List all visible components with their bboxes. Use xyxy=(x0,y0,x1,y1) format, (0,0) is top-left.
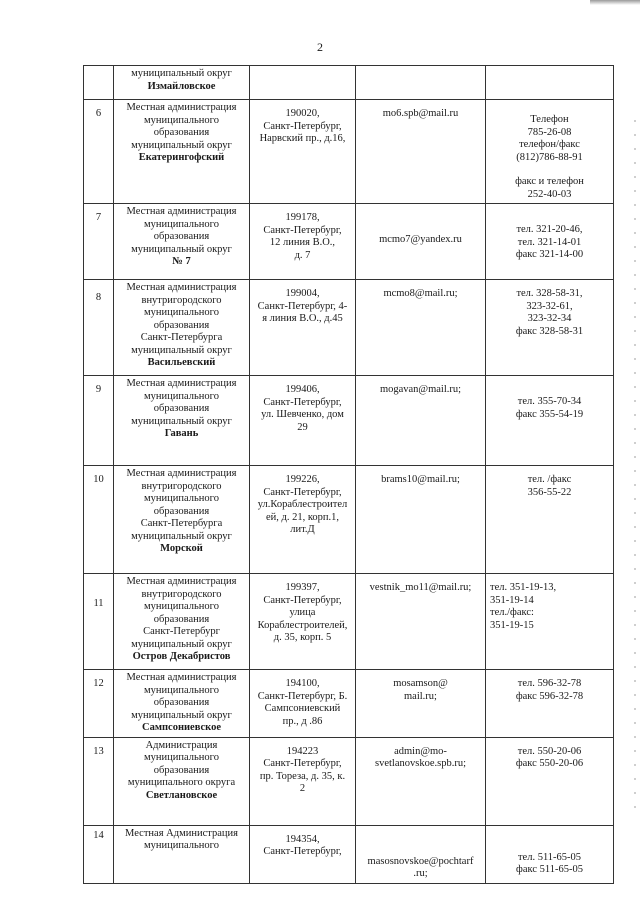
address-line: 199226, xyxy=(285,474,320,485)
district-name: Екатерингофский xyxy=(138,152,225,163)
name-line: муниципальный округ xyxy=(131,344,232,356)
email xyxy=(356,280,486,376)
address-line: 199178, xyxy=(285,212,320,223)
email-line: mo6.spb@mail.ru xyxy=(382,108,459,119)
name-line: внутригородского xyxy=(141,588,222,600)
email xyxy=(356,574,486,670)
name-line: образования xyxy=(153,764,210,776)
address-line: 194100, xyxy=(285,678,320,689)
name-line: образования xyxy=(153,505,210,517)
address-line: Санкт-Петербург, xyxy=(263,486,342,498)
table-row xyxy=(84,204,614,280)
address-line: 199004, xyxy=(285,288,320,299)
administration-name xyxy=(114,376,250,466)
phone-line: 785-26-08 xyxy=(527,126,572,138)
address-line: Санкт-Петербург, Б. xyxy=(257,690,348,702)
email xyxy=(356,376,486,466)
row-number: 8 xyxy=(84,280,114,376)
name-line: муниципального xyxy=(144,840,219,851)
phone-line: 351-19-14 xyxy=(490,594,534,606)
district-name: № 7 xyxy=(172,256,191,267)
table-body xyxy=(84,66,614,884)
district-name: Морской xyxy=(160,543,203,554)
address-line: я линия В.О., д.45 xyxy=(262,313,343,324)
phone xyxy=(486,825,614,883)
table-row xyxy=(84,574,614,670)
address-line: д. 7 xyxy=(294,249,311,261)
address-line: лит.Д xyxy=(290,524,315,535)
phone-line: тел. 351-19-13, xyxy=(490,582,557,593)
phone xyxy=(486,204,614,280)
name-line: образования xyxy=(153,697,210,708)
phone-line: факс 355-54-19 xyxy=(515,408,584,420)
phone xyxy=(486,280,614,376)
district-name: Светлановское xyxy=(145,789,218,801)
address-line: Санкт-Петербург, 4- xyxy=(257,300,348,312)
phone-line: факс 550-20-06 xyxy=(515,758,584,769)
address xyxy=(250,204,356,280)
phone-line: факс 511-65-05 xyxy=(516,864,583,875)
name-line: Санкт-Петербург xyxy=(143,626,220,637)
name-line: Санкт-Петербурга xyxy=(140,332,223,343)
table-row xyxy=(84,670,614,738)
district-name: Гавань xyxy=(164,428,199,439)
name-line: образования xyxy=(153,613,210,625)
table-row xyxy=(84,66,614,100)
email-line: .ru; xyxy=(413,868,428,879)
email xyxy=(356,737,486,825)
address-line: пр., д .86 xyxy=(282,715,323,727)
administration-name xyxy=(114,100,250,204)
email-line: masosnovskoe@pochtarf xyxy=(367,855,474,867)
address xyxy=(250,376,356,466)
name-line: муниципального xyxy=(144,218,219,230)
email-line: admin@mo- xyxy=(394,745,447,757)
district-name: Остров Декабристов xyxy=(132,651,231,662)
phone-line: факс 321-14-00 xyxy=(515,249,584,260)
name-line: Местная администрация xyxy=(126,468,237,479)
email-line: mcmo7@yandex.ru xyxy=(379,234,462,245)
name-line: муниципального xyxy=(144,114,219,126)
name-line: Местная администрация xyxy=(126,576,237,587)
name-line: Санкт-Петербурга xyxy=(140,518,223,529)
phone xyxy=(486,66,614,100)
address-line: д. 35, корп. 5 xyxy=(273,632,332,643)
address-line: 190020, xyxy=(285,108,320,119)
administration-name xyxy=(114,574,250,670)
administration-name xyxy=(114,670,250,738)
administration-name xyxy=(114,466,250,574)
address-line: пр. Тореза, д. 35, к. xyxy=(259,770,346,782)
name-line: муниципального xyxy=(144,752,219,763)
name-line: Местная администрация xyxy=(126,378,237,389)
address xyxy=(250,737,356,825)
phone-line: тел./факс: xyxy=(490,607,534,618)
name-line: муниципального xyxy=(144,390,219,402)
row-number: 6 xyxy=(84,100,114,204)
name-line: Местная администрация xyxy=(126,282,237,293)
phone-line: 252-40-03 xyxy=(527,188,572,200)
name-line: муниципального xyxy=(144,601,219,612)
phone-line xyxy=(490,164,609,176)
address xyxy=(250,825,356,883)
phone-line: тел. 596-32-78 xyxy=(517,678,582,689)
address-line: 29 xyxy=(297,421,308,433)
name-line: муниципальный округ xyxy=(131,638,232,650)
address-line: Санкт-Петербург, xyxy=(263,594,342,606)
address-line: Нарвский пр., д.16, xyxy=(259,133,346,144)
phone-line: тел. 321-14-01 xyxy=(517,236,582,248)
district-name: Васильевский xyxy=(147,357,216,368)
address-line: 2 xyxy=(299,783,306,794)
name-line: образования xyxy=(153,231,210,242)
name-line: муниципальный округ xyxy=(131,243,232,255)
address-line: Санкт-Петербург, xyxy=(263,758,342,769)
name-line: муниципальный округ xyxy=(131,139,232,151)
row-number: 9 xyxy=(84,376,114,466)
email xyxy=(356,100,486,204)
row-number: 11 xyxy=(84,574,114,670)
address-line: 199406, xyxy=(285,384,320,395)
row-number: 10 xyxy=(84,466,114,574)
phone-line: тел. 550-20-06 xyxy=(517,745,582,757)
name-line: Местная Администрация xyxy=(125,827,238,839)
row-number: 12 xyxy=(84,670,114,738)
table-row xyxy=(84,280,614,376)
scan-edge-dots xyxy=(634,120,636,820)
administration-name xyxy=(114,737,250,825)
phone-line: тел. 328-58-31, xyxy=(516,288,583,299)
email xyxy=(356,204,486,280)
name-line: образования xyxy=(153,319,210,331)
email-line: mosamson@ xyxy=(393,678,448,689)
phone-line: 323-32-34 xyxy=(527,313,572,324)
phone-line: тел. 321-20-46, xyxy=(516,224,583,235)
phone-line: телефон/факс xyxy=(519,139,580,150)
address-line: 194223 xyxy=(286,745,319,757)
email-line: vestnik_mo11@mail.ru; xyxy=(369,582,472,593)
phone xyxy=(486,100,614,204)
email xyxy=(356,670,486,738)
phone-line: тел. 355-70-34 xyxy=(517,396,582,407)
name-line: муниципального округа xyxy=(127,777,236,788)
phone-line: 351-19-15 xyxy=(490,619,534,631)
scan-edge-mark xyxy=(590,0,640,5)
address-line: Санкт-Петербург, xyxy=(263,846,342,857)
email-line: brams10@mail.ru; xyxy=(381,474,460,485)
phone-line: факс и телефон xyxy=(515,176,584,187)
row-number xyxy=(84,66,114,100)
name-line: Администрация xyxy=(145,739,218,751)
address-line: Санкт-Петербург, xyxy=(263,224,342,236)
administration-name xyxy=(114,825,250,883)
row-number: 7 xyxy=(84,204,114,280)
phone-line: факс 596-32-78 xyxy=(515,690,584,702)
name-line: Местная администрация xyxy=(126,672,237,683)
administration-name xyxy=(114,204,250,280)
name-line: образования xyxy=(153,127,210,138)
name-line: муниципальный округ xyxy=(131,709,232,721)
name-line: муниципального xyxy=(144,307,219,318)
address-line: 199397, xyxy=(285,582,320,593)
page-number: 2 xyxy=(317,40,323,54)
administration-name xyxy=(114,66,250,100)
email xyxy=(356,66,486,100)
phone-line: 356-55-22 xyxy=(527,486,572,498)
table-row xyxy=(84,737,614,825)
address-line: Санкт-Петербург, xyxy=(263,120,342,132)
name-line: Местная администрация xyxy=(126,102,237,113)
table-row xyxy=(84,100,614,204)
name-line: образования xyxy=(153,403,210,414)
phone xyxy=(486,466,614,574)
row-number: 14 xyxy=(84,825,114,883)
phone-line: (812)786-88-91 xyxy=(516,151,583,163)
address-line: Сампсониевский xyxy=(264,703,341,714)
address xyxy=(250,280,356,376)
district-name: Измайловское xyxy=(147,80,216,92)
address-line: 12 линия В.О., xyxy=(269,237,336,248)
address-line: Кораблестроителей, xyxy=(257,619,348,631)
phone-line: Телефон xyxy=(530,114,569,125)
administrations-table xyxy=(83,65,614,884)
name-line: муниципальный округ xyxy=(131,415,232,427)
name-line: муниципального xyxy=(144,493,219,504)
address xyxy=(250,66,356,100)
phone-line: тел. /факс xyxy=(527,474,572,485)
address-line: улица xyxy=(289,607,316,618)
address-line: ул. Шевченко, дом xyxy=(261,409,344,420)
email-line: mail.ru; xyxy=(404,690,437,702)
table-row xyxy=(84,825,614,883)
phone-line: факс 328-58-31 xyxy=(515,325,584,337)
email xyxy=(356,466,486,574)
address-line: ул.Кораблестроител xyxy=(257,499,348,510)
name-line: муниципального xyxy=(144,684,219,696)
email xyxy=(356,825,486,883)
administration-name xyxy=(114,280,250,376)
address-line: ей, д. 21, корп.1, xyxy=(265,511,340,523)
phone xyxy=(486,737,614,825)
row-number: 13 xyxy=(84,737,114,825)
phone xyxy=(486,670,614,738)
address-line: Санкт-Петербург, xyxy=(263,396,342,408)
name-line: внутригородского xyxy=(141,480,222,492)
address xyxy=(250,574,356,670)
name-line: внутригородского xyxy=(141,294,222,306)
phone xyxy=(486,376,614,466)
phone-line: 323-32-61, xyxy=(526,300,573,312)
name-line: муниципальный округ xyxy=(131,68,232,79)
table-row xyxy=(84,466,614,574)
address xyxy=(250,100,356,204)
email-line: svetlanovskoe.spb.ru; xyxy=(375,758,466,769)
name-line: муниципальный округ xyxy=(131,530,232,542)
phone xyxy=(486,574,614,670)
name-line: Местная администрация xyxy=(126,206,237,217)
table-row xyxy=(84,376,614,466)
email-line: mcmo8@mail.ru; xyxy=(383,288,458,299)
address xyxy=(250,466,356,574)
address-line: 194354, xyxy=(285,833,320,845)
email-line: mogavan@mail.ru; xyxy=(379,384,462,395)
phone-line: тел. 511-65-05 xyxy=(517,851,582,863)
district-name: Сампсониевское xyxy=(142,722,221,733)
address xyxy=(250,670,356,738)
